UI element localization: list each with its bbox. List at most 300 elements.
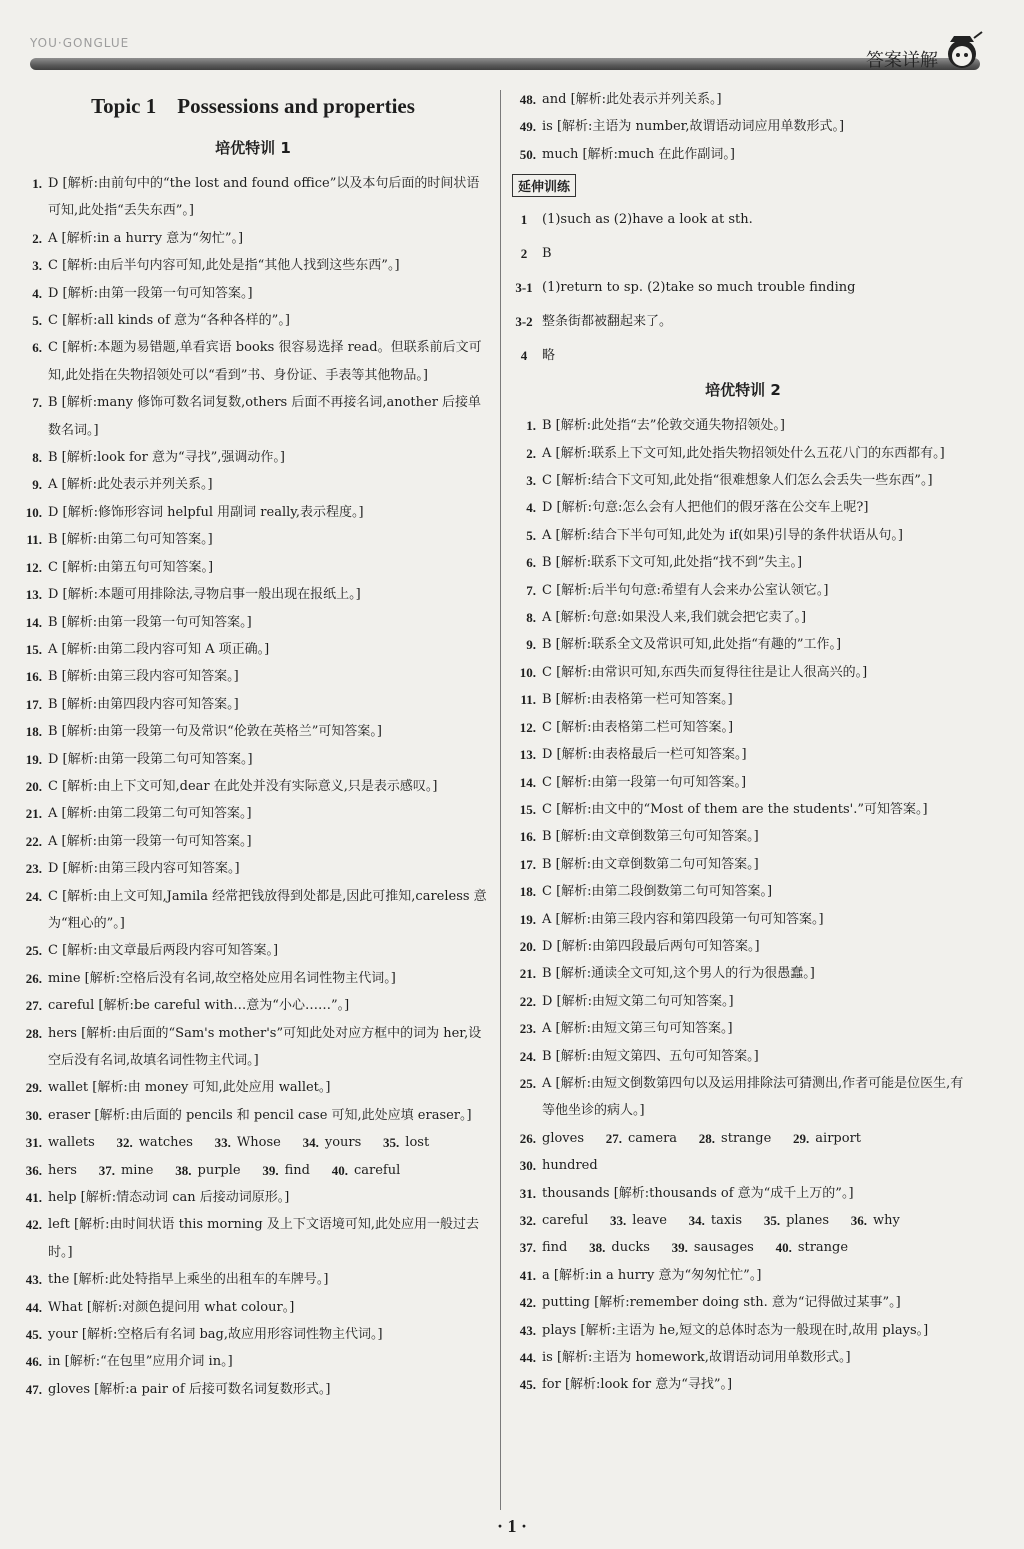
answer-item [18, 1294, 488, 1321]
answer-cell [512, 1152, 598, 1179]
item-number: 28. [25, 1025, 42, 1041]
item-number: 36. [25, 1162, 42, 1178]
item-number: 24. [519, 1048, 536, 1064]
answer-item [512, 714, 974, 741]
item-text: D [解析:由表格最后一栏可知答案。] [542, 747, 747, 763]
item-number: 13. [519, 747, 536, 763]
item-text: is [解析:主语为 number,故谓语动词应用单数形式。] [542, 119, 845, 135]
item-text: gloves [542, 1130, 585, 1146]
answer-item [18, 965, 488, 992]
answer-row [512, 1207, 974, 1234]
answer-item [18, 554, 488, 581]
extension-list [512, 203, 974, 373]
item-number: 15. [519, 801, 536, 817]
answer-item [18, 773, 488, 800]
answer-item [18, 1348, 488, 1375]
item-text: B [解析:由第一段第一句可知答案。] [48, 614, 252, 630]
answer-item [18, 1211, 488, 1266]
item-text: D [解析:由前句中的“the lost and found office”以及本句后面的时间状语可知,此处指“丢失东西”。] [48, 176, 480, 219]
answer-item [18, 526, 488, 553]
item-text: (1)return to sp. (2)take so much trouble finding [542, 280, 856, 296]
item-number: 45. [519, 1377, 536, 1393]
item-number: 44. [25, 1299, 42, 1315]
answer-item [512, 577, 974, 604]
item-text: camera [628, 1130, 678, 1146]
item-number: 30. [25, 1107, 42, 1123]
item-text: is [解析:主语为 homework,故谓语动词用单数形式。] [542, 1350, 851, 1366]
item-text: C [解析:结合下文可知,此处指“很难想象人们怎么会丢失一些东西”。] [542, 473, 933, 489]
header-bar [30, 58, 980, 70]
answer-cell [768, 1234, 848, 1261]
answer-item [512, 988, 974, 1015]
item-text: A [解析:由短文倒数第四句以及运用排除法可猜测出,作者可能是位医生,有等他坐诊的病人。] [542, 1075, 964, 1119]
answer-item [18, 937, 488, 964]
item-text: C [解析:由表格第二栏可知答案。] [542, 719, 734, 735]
item-text: A [解析:in a hurry 意为“匆忙”。] [48, 230, 244, 246]
answer-grid-2a [512, 1125, 974, 1180]
item-number: 7. [32, 395, 42, 411]
item-text: B [542, 246, 552, 262]
answer-cell [581, 1234, 650, 1261]
extension-label: 延伸训练 [512, 174, 576, 197]
item-text: leave [632, 1213, 667, 1228]
answer-cell [324, 1157, 400, 1184]
answer-item [512, 339, 974, 373]
item-number: 39. [671, 1240, 688, 1256]
item-number: 12. [25, 559, 42, 575]
item-text: much [解析:much 在此作副词。] [542, 146, 735, 162]
item-text: B [解析:由文章倒数第三句可知答案。] [542, 829, 759, 845]
item-number: 4. [526, 500, 536, 516]
item-text: sausages [693, 1240, 754, 1256]
item-number: 6. [32, 340, 42, 356]
answer-item [512, 1289, 974, 1316]
answer-item [512, 237, 974, 271]
item-text: A [解析:由第一段第一句可知答案。] [48, 833, 252, 849]
item-number: 29. [25, 1080, 42, 1096]
answer-item [18, 225, 488, 252]
answer-item [18, 444, 488, 471]
item-number: 44. [519, 1350, 536, 1366]
item-text: D [解析:修饰形容词 helpful 用副词 really,表示程度。] [48, 504, 364, 520]
answer-item [512, 686, 974, 713]
item-number: 21. [519, 966, 536, 982]
answer-list-2b [512, 1180, 974, 1207]
item-number: 10. [25, 504, 42, 520]
answer-item [512, 1262, 974, 1289]
answer-item [512, 933, 974, 960]
item-number: 27. [25, 998, 42, 1014]
item-number: 14. [519, 774, 536, 790]
item-number: 3. [526, 473, 536, 489]
item-number: 50. [519, 146, 536, 162]
item-text: C [解析:由第五句可知答案。] [48, 559, 214, 575]
item-text: gloves [解析:a pair of 后接可数名词复数形式。] [48, 1381, 331, 1397]
item-text: ducks [611, 1240, 650, 1256]
answer-item [18, 170, 488, 225]
item-number: 30. [519, 1158, 536, 1174]
answer-item [512, 960, 974, 987]
item-number: 11. [26, 532, 42, 548]
item-text: why [873, 1213, 900, 1228]
item-number: 41. [519, 1267, 536, 1283]
answer-row [18, 1157, 488, 1184]
answer-item [18, 1266, 488, 1293]
answer-item [512, 305, 974, 339]
item-text: mine [解析:空格后没有名词,故空格处应用名词性物主代词。] [48, 970, 396, 986]
item-number: 14. [25, 614, 42, 630]
item-number: 42. [519, 1295, 536, 1311]
item-number: 2 [520, 246, 528, 262]
answer-list-1a [18, 170, 488, 1129]
left-column [18, 86, 488, 1403]
answer-cell [295, 1129, 361, 1156]
item-number: 32. [519, 1213, 536, 1228]
item-text: careful [542, 1213, 589, 1228]
item-text: B [解析:由第二句可知答案。] [48, 532, 213, 548]
item-number: 3. [32, 258, 42, 274]
item-number: 5. [526, 527, 536, 543]
item-number: 25. [25, 943, 42, 959]
answer-item [18, 334, 488, 389]
item-number: 22. [519, 993, 536, 1009]
item-text: A [解析:由第三段内容和第四段第一句可知答案。] [542, 911, 824, 927]
item-number: 10. [519, 664, 536, 680]
item-text: wallets [48, 1135, 95, 1151]
item-number: 7. [526, 582, 536, 598]
answer-row [512, 1125, 974, 1180]
answer-cell [375, 1129, 429, 1156]
item-number: 3-1 [515, 280, 533, 296]
item-text: D [解析:由第一段第一句可知答案。] [48, 285, 253, 301]
item-text: airport [815, 1130, 862, 1146]
item-text: B [解析:由文章倒数第二句可知答案。] [542, 856, 759, 872]
answer-item [18, 800, 488, 827]
item-text: thousands [解析:thousands of 意为“成千上万的”。] [542, 1185, 854, 1201]
item-number: 4. [32, 285, 42, 301]
item-number: 37. [519, 1240, 536, 1256]
item-number: 35. [383, 1135, 400, 1151]
answer-item [18, 1321, 488, 1348]
answer-item [18, 691, 488, 718]
item-number: 2. [32, 230, 42, 246]
item-number: 1. [526, 418, 536, 434]
item-number: 1. [32, 176, 42, 191]
item-number: 23. [25, 861, 42, 877]
answer-item [512, 549, 974, 576]
item-number: 31. [25, 1135, 42, 1151]
item-text: A [解析:结合下半句可知,此处为 if(如果)引导的条件状语从句。] [542, 527, 903, 543]
item-number: 46. [25, 1354, 42, 1370]
answer-list-2a [512, 412, 974, 1125]
item-text: D [解析:句意:怎么会有人把他们的假牙落在公交车上呢?] [542, 500, 869, 516]
answer-item [512, 1180, 974, 1207]
answer-item [18, 280, 488, 307]
answer-item [512, 86, 974, 113]
item-number: 42. [25, 1217, 42, 1233]
item-number: 38. [589, 1240, 606, 1256]
answer-item [18, 1020, 488, 1075]
answer-cell [664, 1234, 754, 1261]
item-number: 37. [98, 1162, 115, 1178]
item-number: 32. [116, 1135, 133, 1151]
answer-cell [756, 1207, 829, 1234]
answer-item [18, 1376, 488, 1403]
item-number: 18. [519, 884, 536, 900]
item-number: 24. [25, 888, 42, 904]
answer-cell [598, 1125, 677, 1152]
item-text: a [解析:in a hurry 意为“匆匆忙忙”。] [542, 1267, 762, 1283]
answer-list-1b [18, 1184, 488, 1403]
right-column [512, 86, 974, 1399]
item-text: B [解析:look for 意为“寻找”,强调动作。] [48, 450, 285, 466]
answer-cell [602, 1207, 667, 1234]
answer-item [512, 522, 974, 549]
item-number: 41. [25, 1190, 42, 1206]
item-text: strange [797, 1240, 849, 1256]
item-text: find [284, 1162, 310, 1178]
answer-item [18, 828, 488, 855]
item-text: careful [解析:be careful with…意为“小心……”。] [48, 998, 350, 1014]
item-text: A [解析:由第二段内容可知 A 项正确。] [48, 641, 270, 657]
item-text: strange [721, 1130, 772, 1146]
item-text: in [解析:“在包里”应用介词 in。] [48, 1354, 233, 1370]
item-number: 22. [25, 833, 42, 849]
answer-item [512, 1371, 974, 1398]
item-text: hers [48, 1162, 77, 1178]
item-number: 19. [519, 911, 536, 927]
answer-cell [255, 1157, 310, 1184]
item-number: 31. [519, 1185, 536, 1201]
item-number: 18. [25, 724, 42, 740]
item-text: planes [786, 1213, 830, 1228]
item-number: 5. [32, 313, 42, 329]
answer-item [18, 471, 488, 498]
item-text: A [解析:此处表示并列关系。] [48, 477, 213, 493]
item-number: 20. [25, 778, 42, 794]
answer-item [18, 1074, 488, 1101]
page-number: · 1 · [496, 1516, 527, 1536]
item-number: 33. [214, 1135, 231, 1151]
item-text: D [解析:由短文第二句可知答案。] [542, 993, 734, 1009]
item-number: 1 [520, 212, 528, 228]
answer-cell [843, 1207, 900, 1234]
answer-item [512, 1317, 974, 1344]
item-text: Whose [236, 1135, 281, 1151]
item-number: 3-2 [515, 314, 533, 330]
item-text: D [解析:由第四段最后两句可知答案。] [542, 938, 760, 954]
column-divider [500, 90, 501, 1510]
item-number: 45. [25, 1327, 42, 1343]
answer-item [512, 203, 974, 237]
item-text: C [解析:后半句句意:希望有人会来办公室认领它。] [542, 582, 829, 598]
answer-cell [691, 1125, 771, 1152]
item-text: B [解析:通读全文可知,这个男人的行为很愚蠢。] [542, 966, 815, 982]
item-text: plays [解析:主语为 he,短文的总体时态为一般现在时,故用 plays。] [542, 1322, 929, 1338]
item-number: 19. [25, 751, 42, 767]
item-number: 25. [519, 1075, 536, 1091]
item-number: 26. [25, 970, 42, 986]
answer-item [512, 796, 974, 823]
answer-cell [512, 1125, 584, 1152]
answer-cell [681, 1207, 742, 1234]
answer-cell [207, 1129, 281, 1156]
item-number: 11. [520, 692, 536, 708]
item-text: C [解析:本题为易错题,单看宾语 books 很容易选择 read。但联系前后文可知,此处指在失物招领处可以“看到”书、身份证、手表等其他物品。] [48, 340, 482, 383]
item-text: watches [138, 1135, 193, 1151]
item-number: 4 [520, 348, 528, 364]
answer-row [512, 1234, 974, 1261]
item-text: 整条街都被翻起来了。 [542, 314, 673, 330]
item-number: 35. [763, 1213, 781, 1228]
answer-cell [512, 1234, 567, 1261]
answer-item [18, 389, 488, 444]
item-number: 47. [25, 1381, 42, 1397]
item-text: D [解析:由第三段内容可知答案。] [48, 861, 240, 877]
item-text: C [解析:由第二段倒数第二句可知答案。] [542, 884, 773, 900]
item-text: for [解析:look for 意为“寻找”。] [542, 1377, 733, 1393]
item-number: 9. [32, 477, 42, 493]
item-text: B [解析:由第三段内容可知答案。] [48, 669, 239, 685]
answer-item [512, 412, 974, 439]
item-text: lost [405, 1135, 430, 1151]
answer-item [18, 992, 488, 1019]
answer-list-1c [512, 86, 974, 168]
item-text: C [解析:由第一段第一句可知答案。] [542, 774, 747, 790]
item-text: careful [353, 1162, 401, 1178]
item-number: 33. [610, 1213, 627, 1228]
item-number: 38. [175, 1162, 192, 1178]
answer-item [18, 663, 488, 690]
answer-cell [18, 1129, 95, 1156]
item-text: C [解析:由文中的“Most of them are the students'.”可知答案。] [542, 801, 928, 817]
item-number: 29. [793, 1130, 810, 1146]
item-text: putting [解析:remember doing sth. 意为“记得做过某事”。] [542, 1295, 901, 1311]
answer-row [18, 1129, 488, 1156]
answer-item [512, 1043, 974, 1070]
item-text: A [解析:由第二段第二句可知答案。] [48, 806, 252, 822]
answer-cell [785, 1125, 861, 1152]
answer-cell [18, 1157, 77, 1184]
item-number: 40. [775, 1240, 792, 1256]
item-text: yours [324, 1135, 362, 1151]
item-text: eraser [解析:由后面的 pencils 和 pencil case 可知,此处应填 eraser。] [48, 1107, 472, 1123]
item-text: help [解析:情态动词 can 后接动词原形。] [48, 1190, 290, 1206]
item-text: wallet [解析:由 money 可知,此处应用 wallet。] [48, 1080, 331, 1096]
item-number: 23. [519, 1021, 536, 1037]
answer-item [512, 769, 974, 796]
answer-cell [512, 1207, 588, 1234]
section-title-2: 培优特训 2 [705, 381, 781, 400]
answer-item [512, 604, 974, 631]
item-text: C [解析:由文章最后两段内容可知答案。] [48, 943, 279, 959]
answer-item [512, 1070, 974, 1125]
answer-item [18, 1184, 488, 1211]
item-number: 8. [32, 450, 42, 466]
header-brand: YOU·GONGLUE [30, 36, 130, 50]
item-number: 26. [519, 1130, 536, 1146]
header-title: 答案详解 [866, 50, 938, 71]
item-text: D [解析:本题可用排除法,寻物启事一般出现在报纸上。] [48, 587, 361, 603]
item-text: hundred [542, 1158, 598, 1174]
answer-item [512, 467, 974, 494]
item-text: A [解析:由短文第三句可知答案。] [542, 1021, 733, 1037]
answer-cell [91, 1157, 154, 1184]
item-number: 17. [519, 856, 536, 872]
item-text: hers [解析:由后面的“Sam's mother's”可知此处对应方框中的词为 her,设空后没有名词,故填名词性物主代词。] [48, 1025, 482, 1068]
answer-item [512, 878, 974, 905]
item-number: 40. [331, 1162, 348, 1178]
item-number: 21. [25, 806, 42, 822]
answer-item [512, 906, 974, 933]
item-number: 48. [519, 92, 536, 107]
item-number: 49. [519, 119, 536, 135]
item-text: B [解析:此处指“去”伦敦交通失物招领处。] [542, 418, 786, 434]
section-title-1: 培优特训 1 [215, 139, 291, 157]
item-text: B [解析:many 修饰可数名词复数,others 后面不再接名词,another 后接单数名词。] [48, 395, 482, 438]
item-number: 6. [526, 555, 536, 571]
answer-item [512, 823, 974, 850]
item-text: the [解析:此处特指早上乘坐的出租车的车牌号。] [48, 1272, 329, 1288]
item-text: C [解析:由上文可知,Jamila 经常把钱放得到处都是,因此可推知,careless 意为“粗心的”。] [48, 888, 487, 931]
item-number: 9. [526, 637, 536, 653]
item-text: A [解析:联系上下文可知,此处指失物招领处什么五花八门的东西都有。] [542, 445, 945, 461]
item-text: 略 [542, 348, 556, 364]
item-text: B [解析:联系全文及常识可知,此处指“有趣的”工作。] [542, 637, 842, 653]
item-number: 27. [605, 1130, 623, 1146]
item-text: (1)such as (2)have a look at sth. [542, 212, 753, 228]
item-text: B [解析:联系下文可知,此处指“找不到”失主。] [542, 555, 803, 571]
item-text: taxis [710, 1213, 743, 1228]
answer-item [18, 1102, 488, 1129]
item-text: mine [120, 1162, 154, 1178]
answer-item [512, 440, 974, 467]
item-number: 15. [25, 641, 42, 657]
item-number: 16. [25, 669, 42, 685]
answer-grid-1 [18, 1129, 488, 1184]
answer-item [18, 883, 488, 938]
item-text: C [解析:all kinds of 意为“各种各样的”。] [48, 313, 290, 329]
item-text: C [解析:由上下文可知,dear 在此处并没有实际意义,只是表示感叹。] [48, 778, 438, 794]
item-number: 17. [25, 696, 42, 712]
answer-item [512, 494, 974, 521]
mascot-icon [940, 30, 984, 74]
answer-item [512, 659, 974, 686]
item-number: 43. [519, 1322, 536, 1338]
item-text: C [解析:由后半句内容可知,此处是指“其他人找到这些东西”。] [48, 258, 400, 274]
item-number: 34. [302, 1135, 319, 1151]
item-text: left [解析:由时间状语 this morning 及上下文语境可知,此处应用一般过去时。] [48, 1217, 480, 1260]
item-text: B [解析:由表格第一栏可知答案。] [542, 692, 733, 708]
answer-list-2c [512, 1262, 974, 1399]
item-text: A [解析:句意:如果没人来,我们就会把它卖了。] [542, 610, 807, 626]
answer-item [18, 307, 488, 334]
item-text: B [解析:由短文第四、五句可知答案。] [542, 1048, 759, 1064]
answer-item [18, 499, 488, 526]
item-number: 43. [25, 1272, 42, 1288]
answer-item [18, 581, 488, 608]
answer-item [18, 636, 488, 663]
answer-item [512, 113, 974, 140]
item-number: 34. [688, 1213, 705, 1228]
item-text: your [解析:空格后有名词 bag,故应用形容词性物主代词。] [48, 1327, 383, 1343]
item-text: and [解析:此处表示并列关系。] [542, 92, 722, 107]
answer-cell [168, 1157, 241, 1184]
answer-item [512, 851, 974, 878]
answer-item [512, 1344, 974, 1371]
item-number: 8. [526, 610, 536, 626]
item-number: 36. [850, 1213, 868, 1228]
